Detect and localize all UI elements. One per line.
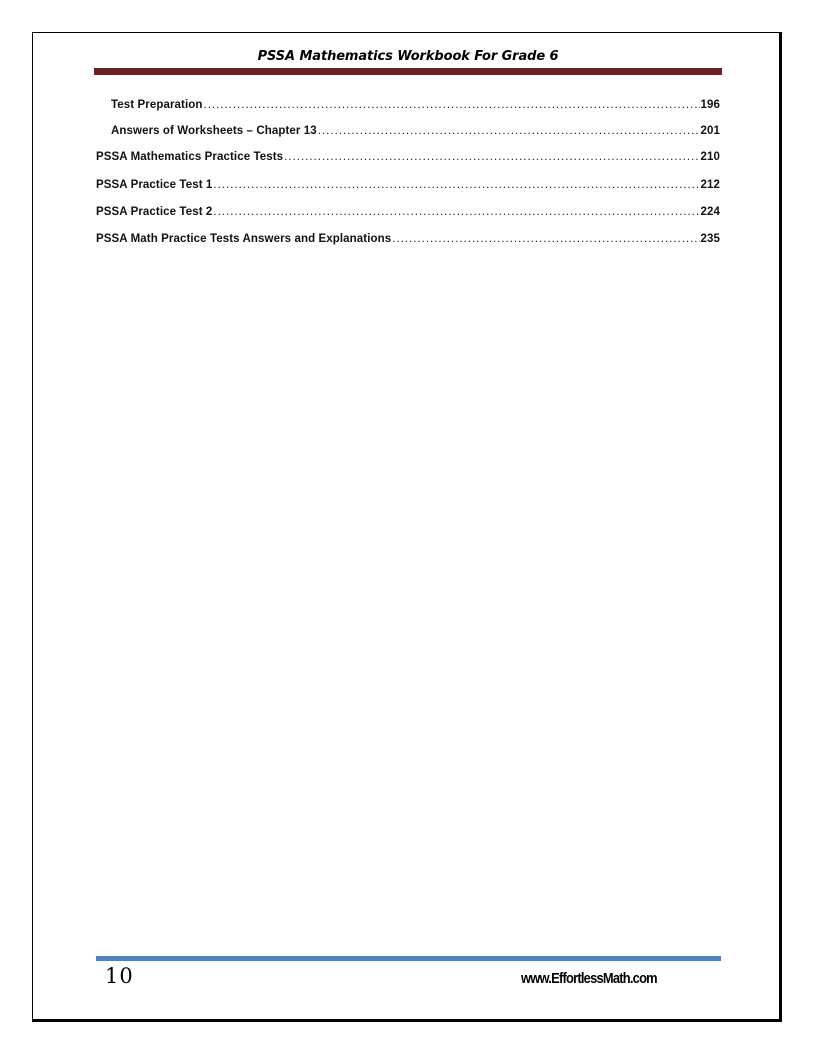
toc-entry-page: 196 bbox=[700, 99, 720, 111]
footer-website-link[interactable]: www.EffortlessMath.com bbox=[521, 970, 657, 987]
toc-dot-leader bbox=[318, 125, 700, 137]
footer-divider-line bbox=[96, 956, 721, 961]
toc-entry-page: 210 bbox=[700, 151, 720, 163]
toc-entry-practice-test-1[interactable] bbox=[96, 175, 720, 191]
toc-entry-label: PSSA Practice Test 1 bbox=[96, 179, 213, 191]
toc-entry-label: PSSA Practice Test 2 bbox=[96, 206, 213, 218]
toc-entry-label: PSSA Mathematics Practice Tests bbox=[96, 151, 284, 163]
header-divider-bar bbox=[94, 68, 722, 75]
toc-entry-answers-chapter-13[interactable] bbox=[96, 121, 720, 137]
toc-entry-test-preparation[interactable] bbox=[96, 95, 720, 111]
toc-entry-page: 201 bbox=[700, 125, 720, 137]
toc-entry-answers-explanations[interactable] bbox=[96, 229, 720, 245]
toc-entry-label: Test Preparation bbox=[111, 99, 203, 111]
toc-dot-leader bbox=[213, 206, 699, 218]
toc-dot-leader bbox=[392, 233, 699, 245]
toc-entry-practice-test-2[interactable] bbox=[96, 202, 720, 218]
toc-entry-page: 235 bbox=[700, 233, 720, 245]
toc-dot-leader bbox=[204, 99, 700, 111]
running-header-title: PSSA Mathematics Workbook For Grade 6 bbox=[257, 49, 559, 64]
toc-dot-leader bbox=[284, 151, 699, 163]
toc-entry-page: 212 bbox=[700, 179, 720, 191]
toc-entry-practice-tests[interactable] bbox=[96, 147, 720, 163]
toc-entry-page: 224 bbox=[700, 206, 720, 218]
toc-entry-label: Answers of Worksheets – Chapter 13 bbox=[111, 125, 317, 137]
page-number: 10 bbox=[105, 964, 134, 988]
toc-entry-label: PSSA Math Practice Tests Answers and Explanations bbox=[96, 233, 392, 245]
toc-dot-leader bbox=[213, 179, 699, 191]
